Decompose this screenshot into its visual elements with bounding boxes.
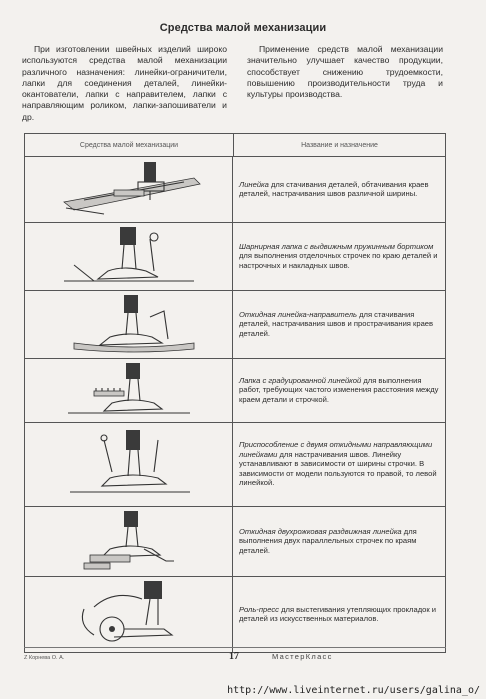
footer-brand: МастерКласс — [272, 652, 333, 661]
mechanization-table — [24, 133, 446, 653]
double-guide-icon — [54, 426, 204, 502]
row-description: Шарнирная лапка с выдвижным пружинным бортиком для выполнения отделочных строчек по краю деталей и настрочных и накладных швов. — [239, 241, 438, 270]
table-row — [25, 422, 445, 507]
intro-left — [22, 44, 227, 123]
row-description: Роль-пресс для выстегивания утепляющих прокладок и деталей из искусственных материалов. — [239, 604, 437, 623]
row-description: Лапка с градуированной линейкой для выполнения работ, требующих частого изменения расстояния между краем детали и строчкой. — [239, 375, 439, 404]
table-row — [25, 358, 445, 423]
intro-left-text: При изготовлении швейных изделий широко используются средства малой механизации различного назначения: линейки-ограничители, лапки для соединения деталей, линейки-окантователи, лапки с направителем, лапки с направляющим роликом, лапки-запошиватели и др. — [22, 44, 227, 122]
table-row — [25, 290, 445, 359]
header-description: Название и назначение — [301, 141, 378, 149]
row-description: Приспособление с двумя откидными направляющими линейками для настрачивания швов. Линейку устанавливают в зависимости от ширины строчки. В зависимости от модели пользуются то правой, то левой линейкой. — [239, 440, 437, 488]
row-description: Откидная двухрожковая раздвижная линейка для выполнения двух параллельных строчек по краям деталей. — [239, 526, 417, 555]
table-row — [25, 506, 445, 577]
page-number: 17 — [229, 651, 239, 662]
row-description: Откидная линейка-направитель для стачивания деталей, настрачивания швов и прострачивания краев деталей. — [239, 309, 434, 338]
row-description: Линейка для стачивания деталей, обтачивания краев деталей, настрачивания швов различной ширины. — [239, 179, 429, 198]
page-title: Средства малой механизации — [159, 22, 327, 34]
graduated-foot-icon — [54, 361, 204, 419]
source-watermark: http://www.liveinternet.ru/users/galina_o/ — [227, 685, 480, 696]
hinged-foot-icon — [54, 225, 204, 287]
header-tools: Средства малой механизации — [25, 134, 234, 156]
table-row — [25, 156, 445, 223]
intro-right — [247, 44, 443, 100]
ruler-guide-icon — [54, 160, 204, 218]
table-header — [25, 134, 445, 157]
table-row — [25, 576, 445, 652]
footer-author: Z Корнева О. А. — [24, 655, 65, 661]
footer-rule — [24, 647, 446, 648]
intro-right-text: Применение средств малой механизации значительно улучшает качество продукции, способствует снижению трудоемкости, повышению производительности труда и культуры производства. — [247, 44, 443, 100]
roller-press-icon — [54, 579, 204, 649]
two-prong-guide-icon — [54, 509, 204, 573]
table-row — [25, 222, 445, 291]
folding-guide-icon — [54, 293, 204, 355]
